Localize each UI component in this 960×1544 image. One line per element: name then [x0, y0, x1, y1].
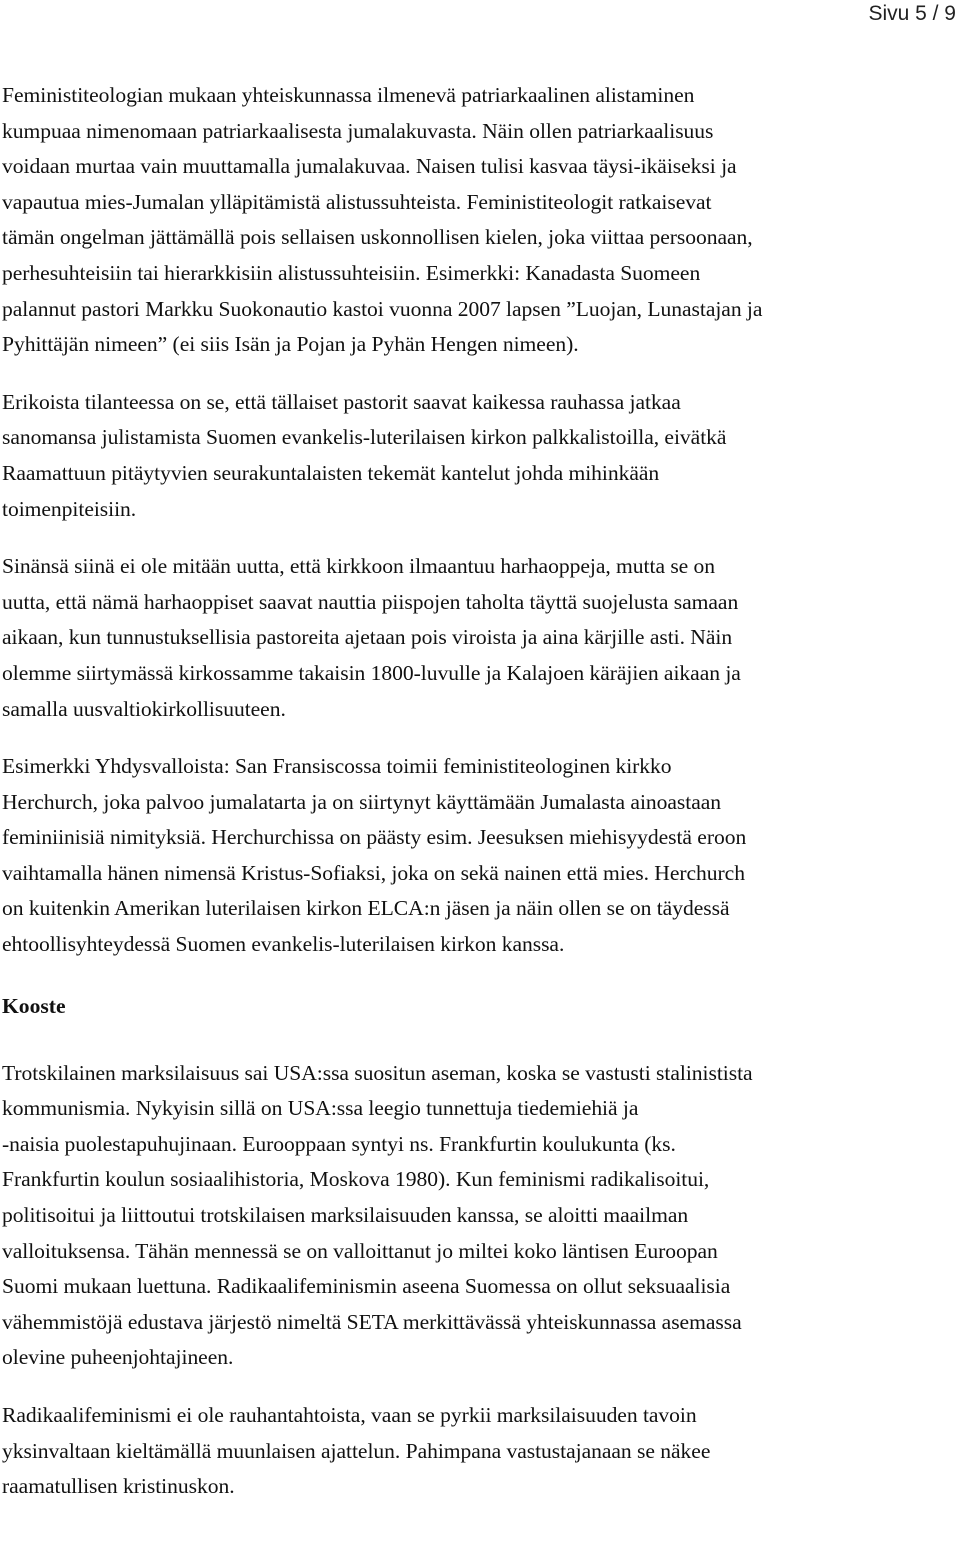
text-line: samalla uusvaltiokirkollisuuteen.: [2, 696, 286, 721]
text-line: feminiinisiä nimityksiä. Herchurchissa on päästy esim. Jeesuksen miehisyydestä eroon: [2, 825, 747, 850]
document-body: [2, 78, 960, 1527]
text-line: on kuitenkin Amerikan luterilaisen kirkon ELCA:n jäsen ja näin ollen se on täydessä: [2, 896, 730, 921]
text-line: tämän ongelman jättämällä pois sellaisen uskonnollisen kielen, joka viittaa persoonaan,: [2, 225, 753, 250]
paragraph-summary-radical-feminism: [2, 1398, 960, 1505]
section-heading-kooste: Kooste: [2, 993, 66, 1018]
text-line: -naisia puolestapuhujinaan. Eurooppaan syntyi ns. Frankfurtin koulukunta (ks.: [2, 1131, 676, 1156]
paragraph-herchurch: [2, 749, 960, 963]
text-line: vapautua mies-Jumalan ylläpitämistä alistussuhteista. Feministiteologit ratkaisevat: [2, 189, 712, 214]
text-line: Trotskilainen marksilaisuus sai USA:ssa suositun aseman, koska se vastusti stalinistista: [2, 1060, 753, 1085]
text-line: ehtoollisyhteydessä Suomen evankelis-luterilaisen kirkon kanssa.: [2, 932, 565, 957]
text-line: kommunismia. Nykyisin sillä on USA:ssa leegio tunnettuja tiedemiehiä ja: [2, 1096, 639, 1121]
text-line: palannut pastori Markku Suokonautio kastoi vuonna 2007 lapsen ”Luojan, Lunastajan ja: [2, 296, 763, 321]
text-line: olemme siirtymässä kirkossamme takaisin 1800-luvulle ja Kalajoen käräjien aikaan ja: [2, 660, 741, 685]
paragraph-summary-trotskyism: [2, 1056, 960, 1376]
text-line: olevine puheenjohtajineen.: [2, 1345, 234, 1370]
text-line: Suomi mukaan luettuna. Radikaalifeminismin aseena Suomessa on ollut seksuaalisia: [2, 1274, 731, 1299]
text-line: Feministiteologian mukaan yhteiskunnassa ilmenevä patriarkaalinen alistaminen: [2, 83, 695, 107]
text-line: kumpuaa nimenomaan patriarkaalisesta jumalakuvasta. Näin ollen patriarkaalisuus: [2, 118, 714, 143]
text-line: Raamattuun pitäytyvien seurakuntalaisten tekemät kantelut johda mihinkään: [2, 460, 660, 485]
text-line: voidaan murtaa vain muuttamalla jumalakuvaa. Naisen tulisi kasvaa täysi-ikäiseksi ja: [2, 154, 737, 179]
text-line: valloituksensa. Tähän mennessä se on valloittanut jo miltei koko läntisen Euroopan: [2, 1238, 718, 1263]
paragraph-heresies: [2, 549, 960, 727]
text-line: sanomansa julistamista Suomen evankelis-luterilaisen kirkon palkkalistoilla, eivätkä: [2, 425, 727, 450]
page-number: Sivu 5 / 9: [868, 2, 956, 25]
text-line: vaihtamalla hänen nimensä Kristus-Sofiaksi, joka on sekä nainen että mies. Herchurch: [2, 860, 745, 885]
text-line: yksinvaltaan kieltämällä muunlaisen ajattelun. Pahimpana vastustajanaan se näkee: [2, 1438, 711, 1463]
paragraph-pastors: [2, 385, 960, 527]
text-line: Sinänsä siinä ei ole mitään uutta, että kirkkoon ilmaantuu harhaoppeja, mutta se on: [2, 554, 716, 579]
text-line: Pyhittäjän nimeen” (ei siis Isän ja Pojan ja Pyhän Hengen nimeen).: [2, 332, 579, 357]
text-line: politisoitui ja liittoutui trotskilaisen marksilaisuuden kanssa, se aloitti maailman: [2, 1203, 689, 1228]
text-line: toimenpiteisiin.: [2, 496, 137, 521]
text-line: vähemmistöjä edustava järjestö nimeltä SETA merkittävässä yhteiskunnassa asemassa: [2, 1309, 742, 1334]
text-line: Frankfurtin koulun sosiaalihistoria, Moskova 1980). Kun feminismi radikalisoitui,: [2, 1167, 710, 1192]
text-line: perhesuhteisiin tai hierarkkisiin alistussuhteisiin. Esimerkki: Kanadasta Suomeen: [2, 260, 701, 285]
text-line: raamatullisen kristinuskon.: [2, 1474, 235, 1499]
paragraph-feminist-theology: [2, 78, 960, 363]
text-line: Radikaalifeminismi ei ole rauhantahtoista, vaan se pyrkii marksilaisuuden tavoin: [2, 1403, 697, 1427]
text-line: uutta, että nämä harhaoppiset saavat nauttia piispojen taholta täyttä suojelusta samaan: [2, 589, 739, 614]
text-line: Esimerkki Yhdysvalloista: San Fransiscossa toimii feministiteologinen kirkko: [2, 754, 672, 779]
text-line: Herchurch, joka palvoo jumalatarta ja on siirtynyt käyttämään Jumalasta ainoastaan: [2, 789, 722, 814]
text-line: aikaan, kun tunnustuksellisia pastoreita ajetaan pois viroista ja aina kärjille asti. Näin: [2, 625, 733, 650]
text-line: Erikoista tilanteessa on se, että tällaiset pastorit saavat kaikessa rauhassa jatkaa: [2, 389, 681, 414]
